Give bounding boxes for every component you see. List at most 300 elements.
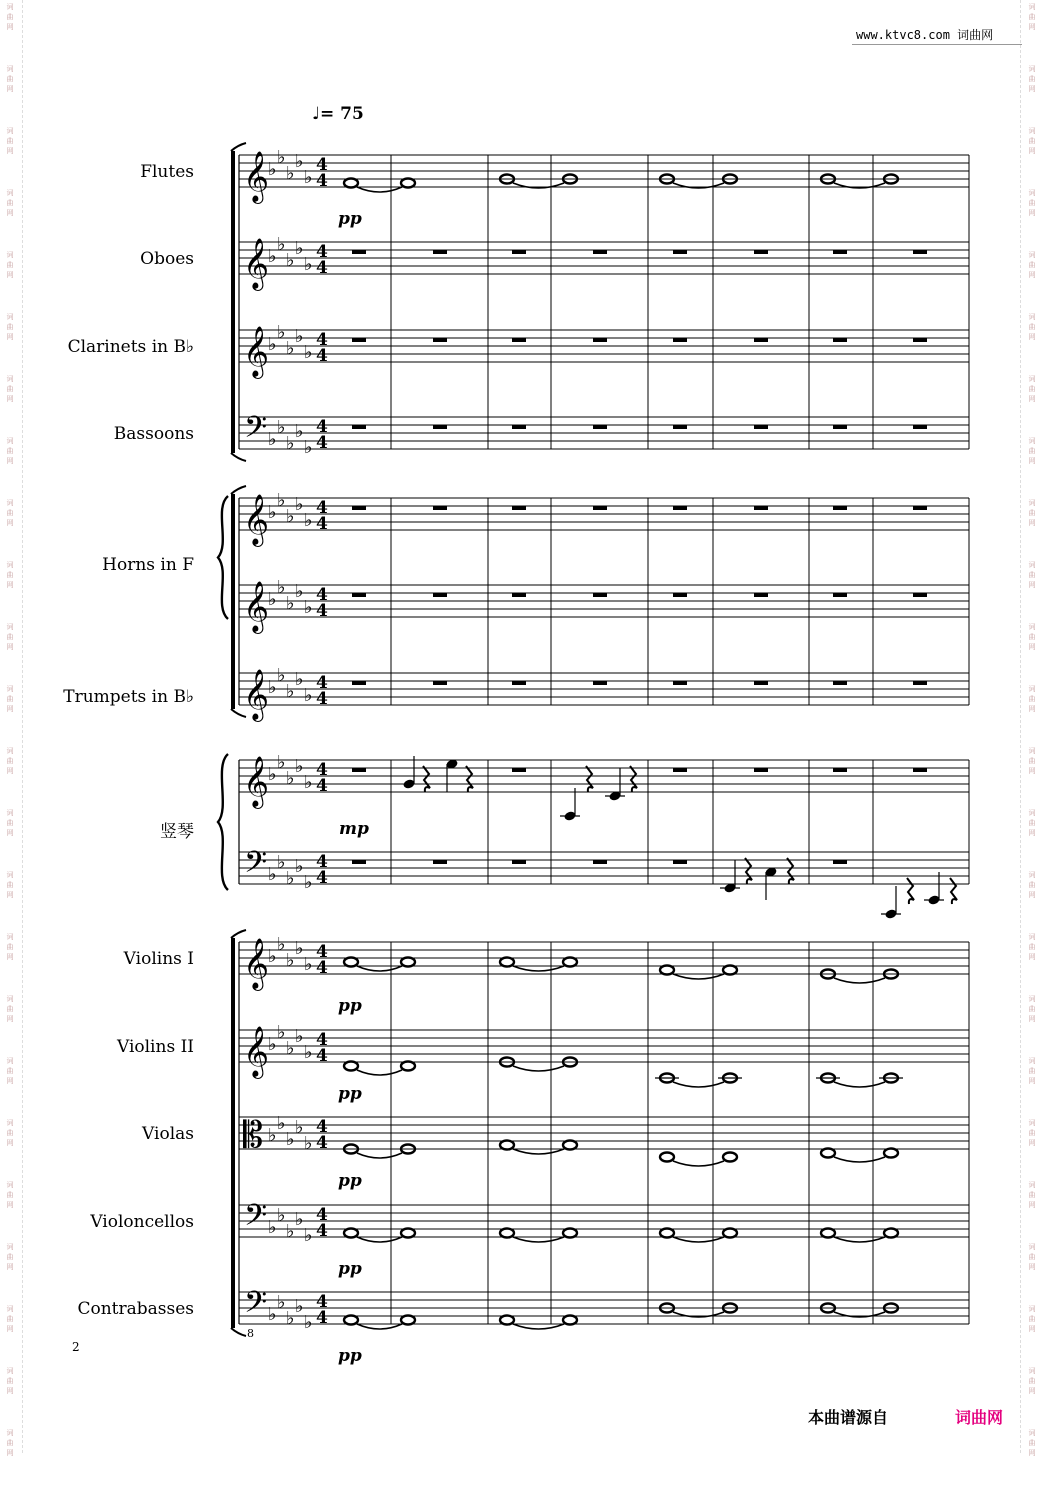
watermark-text: 词曲网 [1028, 623, 1036, 651]
bass-clef: 𝄢 [244, 1286, 268, 1327]
whole-rest [512, 338, 526, 342]
flat-sign: ♭ [304, 597, 313, 618]
dynamic-pp: pp [338, 1346, 362, 1366]
whole-rest [593, 593, 607, 597]
dynamic-pp: pp [338, 1171, 362, 1191]
flat-sign: ♭ [277, 577, 286, 598]
flat-sign: ♭ [268, 946, 277, 967]
label-flutes: Flutes [140, 162, 194, 182]
whole-note [821, 1149, 835, 1158]
watermark-text: 词曲网 [6, 375, 14, 403]
treble-clef: 𝄞 [243, 756, 270, 807]
watermark-text: 词曲网 [6, 65, 14, 93]
whole-rest [352, 338, 366, 342]
whole-rest [352, 506, 366, 510]
whole-rest [833, 768, 847, 772]
whole-rest [913, 250, 927, 254]
treble-clef: 𝄞 [243, 151, 270, 202]
whole-rest [833, 681, 847, 685]
whole-rest [673, 250, 687, 254]
watermark-text: 词曲网 [6, 1367, 14, 1395]
time-signature-bottom: 4 [316, 1046, 328, 1066]
watermark-text: 词曲网 [1028, 3, 1036, 31]
flat-sign: ♭ [286, 1221, 295, 1242]
whole-note [821, 1229, 835, 1238]
tie [357, 187, 402, 192]
treble-clef: 𝄞 [243, 326, 270, 377]
tie [834, 1157, 885, 1162]
whole-rest [833, 425, 847, 429]
watermark-text: 词曲网 [1028, 313, 1036, 341]
flat-sign: ♭ [304, 167, 313, 188]
flat-sign: ♭ [295, 669, 304, 690]
whole-rest [512, 768, 526, 772]
dynamic-pp: pp [338, 996, 362, 1016]
tie [673, 1237, 724, 1242]
tie [357, 1324, 402, 1329]
watermark-text: 词曲网 [6, 685, 14, 713]
whole-note [500, 1316, 514, 1325]
quarter-rest [907, 878, 914, 904]
whole-note [500, 1141, 514, 1150]
tie [673, 1082, 724, 1087]
flat-sign: ♭ [286, 868, 295, 889]
flat-sign: ♭ [304, 1133, 313, 1154]
whole-rest [512, 593, 526, 597]
label-clarinets: Clarinets in B♭ [67, 337, 194, 357]
tie [357, 966, 402, 971]
treble-clef: 𝄞 [243, 1026, 270, 1077]
flat-sign: ♭ [295, 1296, 304, 1317]
flat-sign: ♭ [304, 510, 313, 531]
whole-rest [433, 250, 447, 254]
flat-sign: ♭ [304, 1312, 313, 1333]
tie [673, 974, 724, 979]
label-horns: Horns in F [102, 555, 194, 575]
watermark-text: 词曲网 [1028, 437, 1036, 465]
time-signature-bottom: 4 [316, 346, 328, 366]
watermark-text: 词曲网 [1028, 1305, 1036, 1333]
bracket-hook [231, 1328, 246, 1336]
whole-rest [913, 593, 927, 597]
flat-sign: ♭ [277, 934, 286, 955]
whole-note [884, 1149, 898, 1158]
watermark-text: 词曲网 [1028, 1429, 1036, 1457]
whole-rest [913, 338, 927, 342]
watermark-text: 词曲网 [6, 189, 14, 217]
watermark-text: 词曲网 [1028, 499, 1036, 527]
flat-sign: ♭ [277, 1205, 286, 1226]
time-signature-top: 4 [316, 242, 328, 262]
watermark-text: 词曲网 [1028, 1367, 1036, 1395]
whole-rest [352, 593, 366, 597]
whole-rest [593, 506, 607, 510]
whole-rest [833, 506, 847, 510]
flat-sign: ♭ [277, 234, 286, 255]
flat-sign: ♭ [277, 417, 286, 438]
whole-rest [352, 425, 366, 429]
whole-rest [593, 681, 607, 685]
whole-rest [833, 860, 847, 864]
time-signature-bottom: 4 [316, 958, 328, 978]
whole-rest [673, 860, 687, 864]
footer-source: 本曲谱源自 [808, 1408, 889, 1427]
time-signature-top: 4 [316, 1030, 328, 1050]
time-signature-top: 4 [316, 155, 328, 175]
watermark-text: 词曲网 [6, 1057, 14, 1085]
watermark-text: 词曲网 [1028, 871, 1036, 899]
whole-rest [673, 506, 687, 510]
flat-sign: ♭ [268, 589, 277, 610]
tie [513, 966, 564, 971]
time-signature-bottom: 4 [316, 433, 328, 453]
treble-clef: 𝄞 [243, 494, 270, 545]
whole-note [401, 1229, 415, 1238]
flat-sign: ♭ [295, 151, 304, 172]
watermark-text: 词曲网 [1028, 561, 1036, 589]
time-signature-bottom: 4 [316, 868, 328, 888]
time-signature-bottom: 4 [316, 776, 328, 796]
flat-sign: ♭ [268, 864, 277, 885]
time-signature-bottom: 4 [316, 601, 328, 621]
watermark-text: 词曲网 [1028, 747, 1036, 775]
whole-rest [593, 338, 607, 342]
whole-note [660, 966, 674, 975]
tie [834, 1082, 885, 1087]
dynamic-pp: pp [338, 1084, 362, 1104]
bass-clef: 𝄢 [244, 411, 268, 452]
whole-rest [512, 860, 526, 864]
label-violas: Violas [142, 1124, 194, 1144]
tie [513, 1149, 564, 1154]
watermark-text: 词曲网 [6, 313, 14, 341]
bracket-hook [231, 930, 246, 938]
flat-sign: ♭ [277, 147, 286, 168]
flat-sign: ♭ [295, 326, 304, 347]
whole-rest [593, 425, 607, 429]
tempo-marking: ♩= 75 [312, 104, 364, 124]
watermark-text: 词曲网 [1028, 995, 1036, 1023]
flat-sign: ♭ [304, 1225, 313, 1246]
whole-rest [433, 338, 447, 342]
time-signature-top: 4 [316, 673, 328, 693]
flat-sign: ♭ [277, 1113, 286, 1134]
flat-sign: ♭ [268, 1125, 277, 1146]
time-signature-bottom: 4 [316, 1221, 328, 1241]
label-violoncellos: Violoncellos [90, 1212, 194, 1232]
whole-rest [352, 860, 366, 864]
time-signature-bottom: 4 [316, 1133, 328, 1153]
time-signature-top: 4 [316, 417, 328, 437]
whole-rest [754, 250, 768, 254]
quarter-rest [950, 878, 957, 904]
flat-sign: ♭ [304, 437, 313, 458]
whole-note [660, 1229, 674, 1238]
watermark-text: 词曲网 [6, 1305, 14, 1333]
bracket-hook [231, 486, 246, 494]
flat-sign: ♭ [277, 1292, 286, 1313]
bracket-hook [231, 143, 246, 151]
quarter-rest [466, 766, 473, 792]
watermark-text: 词曲网 [1028, 809, 1036, 837]
time-signature-top: 4 [316, 330, 328, 350]
treble-clef: 𝄞 [243, 238, 270, 289]
flat-sign: ♭ [295, 494, 304, 515]
whole-rest [913, 681, 927, 685]
label-violins-2: Violins II [116, 1037, 194, 1057]
flat-sign: ♭ [286, 250, 295, 271]
flat-sign: ♭ [286, 681, 295, 702]
label-violins-1: Violins I [123, 949, 194, 969]
flat-sign: ♭ [286, 163, 295, 184]
flat-sign: ♭ [295, 756, 304, 777]
flat-sign: ♭ [304, 872, 313, 893]
flat-sign: ♭ [295, 238, 304, 259]
label-trumpets: Trumpets in B♭ [63, 687, 194, 707]
bass-clef: 𝄢 [244, 846, 268, 887]
flat-sign: ♭ [295, 1209, 304, 1230]
flat-sign: ♭ [268, 1217, 277, 1238]
time-signature-bottom: 4 [316, 1308, 328, 1328]
tie [357, 1070, 402, 1075]
flat-sign: ♭ [304, 254, 313, 275]
alto-clef: 𝄡 [243, 1115, 264, 1156]
brace [218, 754, 228, 890]
watermark-text: 词曲网 [1028, 189, 1036, 217]
quarter-rest [787, 858, 794, 884]
time-signature-top: 4 [316, 585, 328, 605]
time-signature-bottom: 4 [316, 689, 328, 709]
flat-sign: ♭ [268, 677, 277, 698]
whole-rest [833, 338, 847, 342]
flat-sign: ♭ [286, 433, 295, 454]
flat-sign: ♭ [286, 593, 295, 614]
flat-sign: ♭ [277, 322, 286, 343]
watermark-text: 词曲网 [6, 251, 14, 279]
flat-sign: ♭ [277, 752, 286, 773]
watermark-text: 词曲网 [6, 1243, 14, 1271]
bass-clef: 𝄢 [244, 1199, 268, 1240]
whole-note [401, 958, 415, 967]
flat-sign: ♭ [295, 856, 304, 877]
quarter-rest [423, 766, 430, 792]
footer-brand[interactable]: 词曲网 [955, 1408, 1004, 1427]
flat-sign: ♭ [286, 1129, 295, 1150]
whole-rest [673, 593, 687, 597]
whole-rest [593, 250, 607, 254]
tie [513, 1066, 564, 1071]
whole-rest [833, 593, 847, 597]
whole-note [344, 1062, 358, 1071]
whole-rest [754, 506, 768, 510]
whole-rest [512, 425, 526, 429]
whole-note [660, 1153, 674, 1162]
tie [357, 1237, 402, 1242]
flat-sign: ♭ [295, 1026, 304, 1047]
watermark-text: 词曲网 [1028, 933, 1036, 961]
treble-clef: 𝄞 [243, 938, 270, 989]
whole-rest [433, 860, 447, 864]
watermark-text: 词曲网 [6, 437, 14, 465]
whole-note [401, 1062, 415, 1071]
time-signature-top: 4 [316, 760, 328, 780]
label-bassoons: Bassoons [113, 424, 194, 444]
watermark-text: 词曲网 [6, 995, 14, 1023]
whole-rest [512, 506, 526, 510]
whole-note [563, 1316, 577, 1325]
whole-rest [754, 593, 768, 597]
whole-note [500, 1229, 514, 1238]
time-signature-bottom: 4 [316, 171, 328, 191]
site-header[interactable]: www.ktvc8.com 词曲网 [856, 28, 994, 42]
watermark-text: 词曲网 [6, 933, 14, 961]
quarter-rest [630, 766, 637, 792]
whole-rest [433, 506, 447, 510]
whole-rest [833, 250, 847, 254]
measure-number: 8 [247, 1327, 254, 1340]
whole-rest [512, 250, 526, 254]
watermark-text: 词曲网 [6, 127, 14, 155]
whole-rest [754, 681, 768, 685]
watermark-text: 词曲网 [6, 747, 14, 775]
whole-rest [913, 768, 927, 772]
whole-rest [673, 338, 687, 342]
treble-clef: 𝄞 [243, 581, 270, 632]
flat-sign: ♭ [268, 1304, 277, 1325]
flat-sign: ♭ [304, 954, 313, 975]
flat-sign: ♭ [268, 1034, 277, 1055]
watermark-text: 词曲网 [6, 3, 14, 31]
flat-sign: ♭ [286, 1038, 295, 1059]
quarter-rest [586, 766, 593, 792]
quarter-rest [745, 858, 752, 884]
flat-sign: ♭ [268, 502, 277, 523]
flat-sign: ♭ [268, 334, 277, 355]
tie [834, 1237, 885, 1242]
flat-sign: ♭ [304, 1042, 313, 1063]
label-oboes: Oboes [140, 249, 194, 269]
time-signature-top: 4 [316, 498, 328, 518]
time-signature-bottom: 4 [316, 258, 328, 278]
flat-sign: ♭ [277, 665, 286, 686]
flat-sign: ♭ [277, 1022, 286, 1043]
whole-note [500, 958, 514, 967]
whole-rest [754, 425, 768, 429]
bracket-hook [231, 453, 246, 461]
label-contrabasses: Contrabasses [77, 1299, 194, 1319]
whole-rest [673, 425, 687, 429]
flat-sign: ♭ [295, 938, 304, 959]
watermark-text: 词曲网 [6, 1119, 14, 1147]
page-number: 2 [72, 1340, 80, 1354]
whole-rest [913, 506, 927, 510]
dynamic-pp: pp [338, 209, 362, 229]
tie [513, 1324, 564, 1329]
flat-sign: ♭ [277, 852, 286, 873]
flat-sign: ♭ [277, 490, 286, 511]
whole-note [723, 1229, 737, 1238]
whole-note [344, 1229, 358, 1238]
time-signature-top: 4 [316, 942, 328, 962]
whole-rest [593, 860, 607, 864]
time-signature-top: 4 [316, 1117, 328, 1137]
tie [834, 978, 885, 983]
watermark-text: 词曲网 [1028, 1119, 1036, 1147]
time-signature-bottom: 4 [316, 514, 328, 534]
whole-rest [352, 768, 366, 772]
whole-note [563, 958, 577, 967]
watermark-text: 词曲网 [6, 561, 14, 589]
watermark-text: 词曲网 [6, 623, 14, 651]
dynamic-pp: pp [338, 1259, 362, 1279]
whole-rest [433, 593, 447, 597]
flat-sign: ♭ [268, 764, 277, 785]
watermark-text: 词曲网 [1028, 685, 1036, 713]
whole-note [344, 1316, 358, 1325]
flat-sign: ♭ [304, 685, 313, 706]
flat-sign: ♭ [268, 429, 277, 450]
watermark-text: 词曲网 [1028, 251, 1036, 279]
tie [673, 1161, 724, 1166]
watermark-text: 词曲网 [1028, 65, 1036, 93]
flat-sign: ♭ [295, 1117, 304, 1138]
flat-sign: ♭ [286, 1308, 295, 1329]
watermark-text: 词曲网 [1028, 1243, 1036, 1271]
whole-note [344, 179, 358, 188]
flat-sign: ♭ [295, 421, 304, 442]
flat-sign: ♭ [304, 772, 313, 793]
watermark-text: 词曲网 [1028, 1181, 1036, 1209]
watermark-text: 词曲网 [1028, 1057, 1036, 1085]
whole-note [344, 958, 358, 967]
flat-sign: ♭ [268, 246, 277, 267]
dynamic-mp: mp [339, 819, 369, 839]
watermark-text: 词曲网 [6, 1429, 14, 1457]
whole-rest [352, 250, 366, 254]
whole-rest [754, 338, 768, 342]
whole-note [723, 1153, 737, 1162]
whole-rest [913, 425, 927, 429]
flat-sign: ♭ [286, 950, 295, 971]
watermark-text: 词曲网 [1028, 127, 1036, 155]
whole-note [401, 179, 415, 188]
time-signature-top: 4 [316, 852, 328, 872]
watermark-text: 词曲网 [6, 871, 14, 899]
whole-rest [754, 768, 768, 772]
whole-note [563, 1141, 577, 1150]
watermark-text: 词曲网 [6, 1181, 14, 1209]
whole-note [884, 1229, 898, 1238]
flat-sign: ♭ [286, 768, 295, 789]
watermark-text: 词曲网 [6, 499, 14, 527]
whole-note [401, 1316, 415, 1325]
whole-rest [433, 425, 447, 429]
whole-rest [433, 681, 447, 685]
watermark-text: 词曲网 [6, 809, 14, 837]
flat-sign: ♭ [304, 342, 313, 363]
treble-clef: 𝄞 [243, 669, 270, 720]
flat-sign: ♭ [295, 581, 304, 602]
whole-rest [673, 768, 687, 772]
label-harp: 竖琴 [160, 822, 194, 842]
whole-note [563, 1229, 577, 1238]
whole-note [723, 966, 737, 975]
whole-rest [512, 681, 526, 685]
flat-sign: ♭ [286, 506, 295, 527]
flat-sign: ♭ [268, 159, 277, 180]
time-signature-top: 4 [316, 1292, 328, 1312]
watermark-text: 词曲网 [1028, 375, 1036, 403]
